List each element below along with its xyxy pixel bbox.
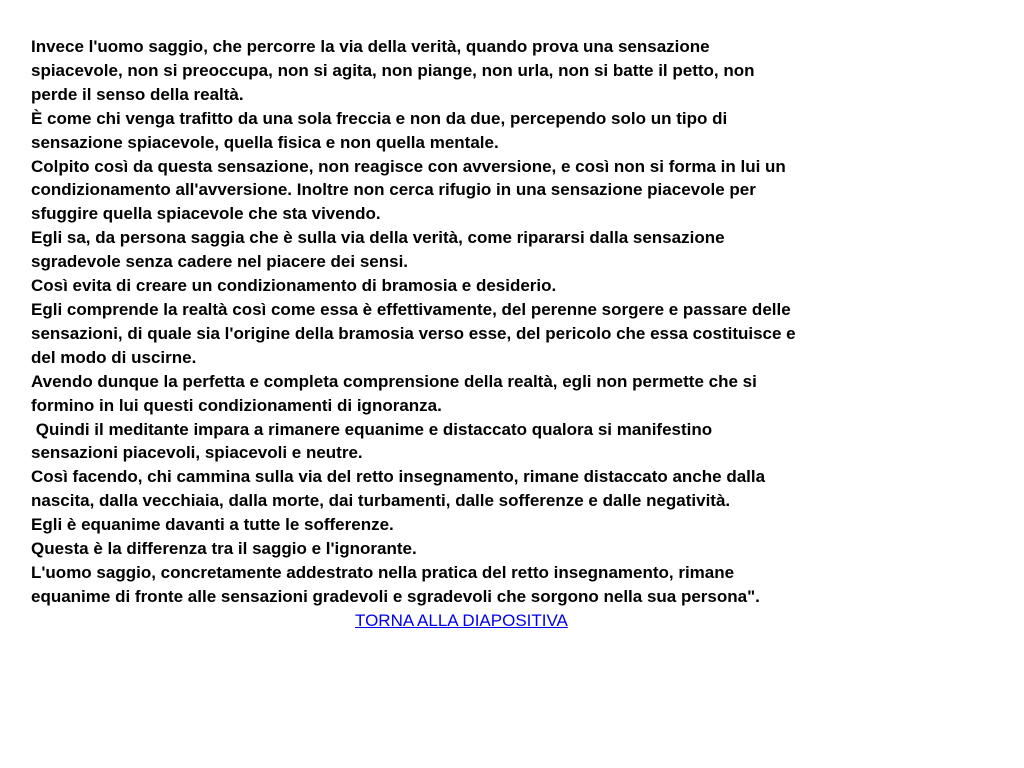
text-line: formino in lui questi condizionamenti di ignoranza. xyxy=(31,395,442,415)
text-line: Avendo dunque la perfetta e completa comprensione della realtà, egli non permette che si xyxy=(31,371,757,391)
text-line: Colpito così da questa sensazione, non reagisce con avversione, e così non si forma in lui un xyxy=(31,156,786,176)
text-line: L'uomo saggio, concretamente addestrato nella pratica del retto insegnamento, rimane xyxy=(31,562,735,582)
text-line: Invece l'uomo saggio, che percorre la via della verità, quando prova una sensazione xyxy=(31,37,710,56)
text-line: sensazioni piacevoli, spiacevoli e neutre. xyxy=(31,443,363,463)
text-line: Egli comprende la realtà così come essa è effettivamente, del perenne sorgere e passare delle xyxy=(31,299,791,319)
text-line: sensazioni, di quale sia l'origine della bramosia verso esse, del pericolo che essa costituisce e xyxy=(31,323,796,343)
text-line: perde il senso della realtà. xyxy=(31,84,244,104)
text-line: nascita, dalla vecchiaia, dalla morte, dai turbamenti, dalle sofferenze e dalle negatività. xyxy=(31,491,731,511)
text-line: È come chi venga trafitto da una sola freccia e non da due, percependo solo un tipo di xyxy=(31,108,728,128)
text-line: Quindi il meditante impara a rimanere equanime e distaccato qualora si manifestino xyxy=(31,419,713,439)
text-line: sfuggire quella spiacevole che sta vivendo. xyxy=(31,204,381,224)
text-line: Egli sa, da persona saggia che è sulla via della verità, come ripararsi dalla sensazione xyxy=(31,228,725,248)
text-line: del modo di uscirne. xyxy=(31,347,197,367)
text-line: spiacevole, non si preoccupa, non si agita, non piange, non urla, non si batte il petto, non xyxy=(31,60,755,80)
text-line: Egli è equanime davanti a tutte le sofferenze. xyxy=(31,515,394,535)
text-line: sensazione spiacevole, quella fisica e non quella mentale. xyxy=(31,132,499,152)
text-line: sgradevole senza cadere nel piacere dei sensi. xyxy=(31,252,409,272)
text-line: Così facendo, chi cammina sulla via del retto insegnamento, rimane distaccato anche dalla xyxy=(31,467,766,487)
text-line: condizionamento all'avversione. Inoltre non cerca rifugio in una sensazione piacevole per xyxy=(31,180,756,200)
text-line: Così evita di creare un condizionamento di bramosia e desiderio. xyxy=(31,276,557,296)
text-line: equanime di fronte alle sensazioni gradevoli e sgradevoli che sorgono nella sua persona". xyxy=(31,586,760,606)
back-to-slide-link[interactable]: TORNA ALLA DIAPOSITIVA xyxy=(355,611,568,630)
body-text xyxy=(31,35,991,609)
text-line: Questa è la differenza tra il saggio e l'ignorante. xyxy=(31,539,417,559)
